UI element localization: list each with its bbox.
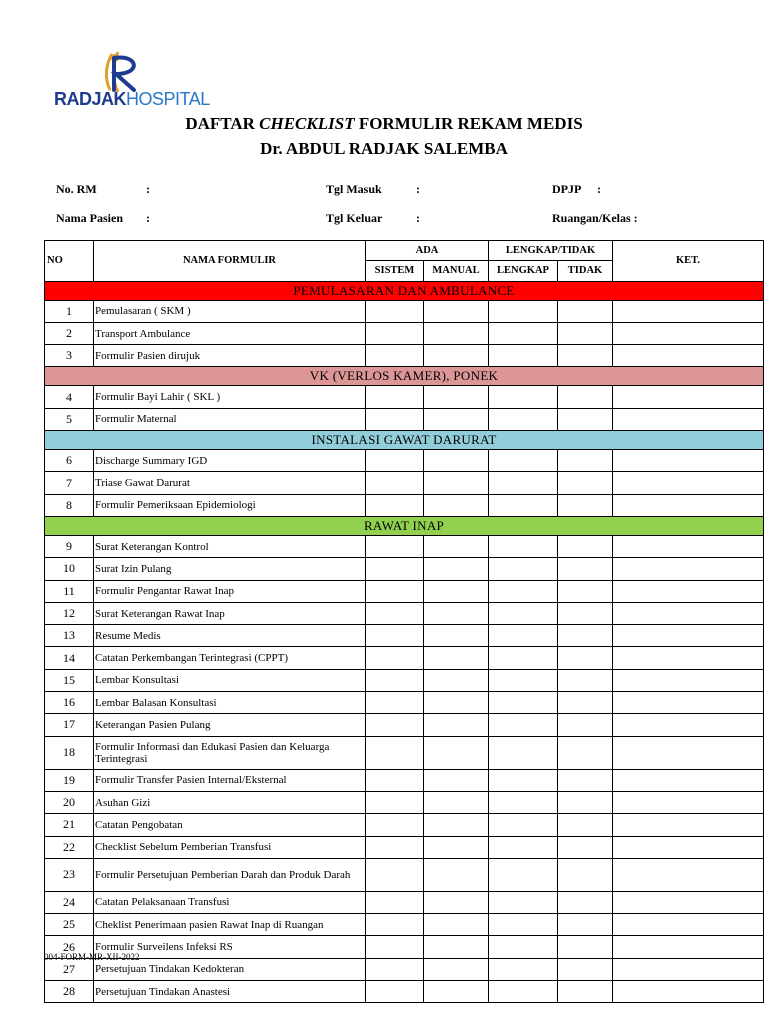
row-number: 20 [45, 791, 94, 813]
tidak-cell[interactable] [558, 647, 613, 669]
table-row [45, 981, 764, 1003]
header-lengkap-tidak: LENGKAP/TIDAK [489, 241, 613, 261]
form-name: Surat Keterangan Rawat Inap [94, 602, 366, 624]
table-row [45, 836, 764, 858]
tidak-cell[interactable] [558, 602, 613, 624]
lengkap-cell[interactable] [489, 958, 558, 980]
manual-cell[interactable] [424, 300, 489, 322]
sistem-cell[interactable] [366, 300, 424, 322]
section-title: RAWAT INAP [45, 516, 764, 535]
table-row [45, 535, 764, 557]
lengkap-cell[interactable] [489, 345, 558, 367]
ket-cell[interactable] [613, 580, 764, 602]
tidak-cell[interactable] [558, 836, 613, 858]
tidak-cell[interactable] [558, 580, 613, 602]
manual-cell[interactable] [424, 345, 489, 367]
header-ket: KET. [613, 241, 764, 282]
hospital-logo-wordmark: RADJAKHOSPITAL [54, 89, 210, 109]
document-subtitle: Dr. ABDUL RADJAK SALEMBA [260, 139, 508, 158]
ket-cell[interactable] [613, 791, 764, 813]
table-row [45, 494, 764, 516]
lengkap-cell[interactable] [489, 858, 558, 891]
row-number: 28 [45, 981, 94, 1003]
row-number: 2 [45, 322, 94, 344]
form-name: Catatan Pelaksanaan Transfusi [94, 891, 366, 913]
tidak-cell[interactable] [558, 300, 613, 322]
table-row [45, 472, 764, 494]
sistem-cell[interactable] [366, 408, 424, 430]
manual-cell[interactable] [424, 535, 489, 557]
ket-cell[interactable] [613, 736, 764, 769]
lengkap-cell[interactable] [489, 669, 558, 691]
label-nama-pasien: Nama Pasien [56, 211, 123, 225]
row-number: 9 [45, 535, 94, 557]
row-number: 13 [45, 625, 94, 647]
label-tgl-masuk: Tgl Masuk [326, 182, 382, 196]
sistem-cell[interactable] [366, 494, 424, 516]
manual-cell[interactable] [424, 714, 489, 736]
section-title: PEMULASARAN DAN AMBULANCE [45, 281, 764, 300]
form-name: Formulir Informasi dan Edukasi Pasien dan Keluarga Terintegrasi [94, 736, 366, 769]
lengkap-cell[interactable] [489, 625, 558, 647]
manual-cell[interactable] [424, 814, 489, 836]
tidak-cell[interactable] [558, 386, 613, 408]
table-row [45, 345, 764, 367]
sistem-cell[interactable] [366, 791, 424, 813]
tidak-cell[interactable] [558, 714, 613, 736]
lengkap-cell[interactable] [489, 386, 558, 408]
table-row [45, 386, 764, 408]
form-name: Formulir Persetujuan Pemberian Darah dan Produk Darah [94, 858, 366, 891]
row-number: 17 [45, 714, 94, 736]
sistem-cell[interactable] [366, 625, 424, 647]
sistem-cell[interactable] [366, 858, 424, 891]
ket-cell[interactable] [613, 535, 764, 557]
form-name: Formulir Maternal [94, 408, 366, 430]
lengkap-cell[interactable] [489, 558, 558, 580]
tidak-cell[interactable] [558, 791, 613, 813]
lengkap-cell[interactable] [489, 535, 558, 557]
sistem-cell[interactable] [366, 814, 424, 836]
ket-cell[interactable] [613, 647, 764, 669]
row-number: 5 [45, 408, 94, 430]
tidak-cell[interactable] [558, 692, 613, 714]
table-row [45, 669, 764, 691]
section-header-row [45, 516, 764, 535]
manual-cell[interactable] [424, 858, 489, 891]
header-tidak: TIDAK [558, 261, 613, 281]
row-number: 21 [45, 814, 94, 836]
ket-cell[interactable] [613, 836, 764, 858]
form-name: Formulir Surveilens Infeksi RS [94, 936, 366, 958]
row-number: 23 [45, 858, 94, 891]
form-name: Catatan Pengobatan [94, 814, 366, 836]
sistem-cell[interactable] [366, 736, 424, 769]
row-number: 7 [45, 472, 94, 494]
ket-cell[interactable] [613, 891, 764, 913]
manual-cell[interactable] [424, 769, 489, 791]
row-number: 14 [45, 647, 94, 669]
manual-cell[interactable] [424, 386, 489, 408]
table-row [45, 450, 764, 472]
row-number: 18 [45, 736, 94, 769]
header-sistem: SISTEM [366, 261, 424, 281]
lengkap-cell[interactable] [489, 580, 558, 602]
lengkap-cell[interactable] [489, 602, 558, 624]
table-row [45, 858, 764, 891]
sistem-cell[interactable] [366, 981, 424, 1003]
tidak-cell[interactable] [558, 669, 613, 691]
manual-cell[interactable] [424, 322, 489, 344]
lengkap-cell[interactable] [489, 936, 558, 958]
ket-cell[interactable] [613, 300, 764, 322]
sistem-cell[interactable] [366, 836, 424, 858]
sistem-cell[interactable] [366, 714, 424, 736]
row-number: 8 [45, 494, 94, 516]
lengkap-cell[interactable] [489, 322, 558, 344]
sistem-cell[interactable] [366, 558, 424, 580]
table-row [45, 891, 764, 913]
tidak-cell[interactable] [558, 958, 613, 980]
sistem-cell[interactable] [366, 692, 424, 714]
row-number: 4 [45, 386, 94, 408]
manual-cell[interactable] [424, 981, 489, 1003]
row-number: 10 [45, 558, 94, 580]
form-code: 004-FORM-MR-XII-2022 [44, 952, 140, 962]
lengkap-cell[interactable] [489, 408, 558, 430]
row-number: 24 [45, 891, 94, 913]
ket-cell[interactable] [613, 494, 764, 516]
manual-cell[interactable] [424, 647, 489, 669]
checklist-body [45, 281, 764, 1003]
form-name: Keterangan Pasien Pulang [94, 714, 366, 736]
header-nama-formulir: NAMA FORMULIR [94, 241, 366, 282]
table-row [45, 692, 764, 714]
form-name: Formulir Pemeriksaan Epidemiologi [94, 494, 366, 516]
form-name: Transport Ambulance [94, 322, 366, 344]
ket-cell[interactable] [613, 625, 764, 647]
lengkap-cell[interactable] [489, 472, 558, 494]
ket-cell[interactable] [613, 322, 764, 344]
table-row [45, 769, 764, 791]
table-row [45, 936, 764, 958]
table-row [45, 791, 764, 813]
tidak-cell[interactable] [558, 736, 613, 769]
colon: : [416, 211, 420, 225]
ket-cell[interactable] [613, 558, 764, 580]
manual-cell[interactable] [424, 450, 489, 472]
lengkap-cell[interactable] [489, 836, 558, 858]
manual-cell[interactable] [424, 580, 489, 602]
form-name: Lembar Balasan Konsultasi [94, 692, 366, 714]
lengkap-cell[interactable] [489, 814, 558, 836]
tidak-cell[interactable] [558, 494, 613, 516]
ket-cell[interactable] [613, 408, 764, 430]
sistem-cell[interactable] [366, 580, 424, 602]
sistem-cell[interactable] [366, 386, 424, 408]
ket-cell[interactable] [613, 714, 764, 736]
sistem-cell[interactable] [366, 769, 424, 791]
table-row [45, 647, 764, 669]
label-no-rm: No. RM [56, 182, 97, 196]
form-name: Surat Keterangan Kontrol [94, 535, 366, 557]
tidak-cell[interactable] [558, 450, 613, 472]
sistem-cell[interactable] [366, 936, 424, 958]
ket-cell[interactable] [613, 386, 764, 408]
form-name: Asuhan Gizi [94, 791, 366, 813]
form-name: Lembar Konsultasi [94, 669, 366, 691]
form-name: Formulir Transfer Pasien Internal/Eksternal [94, 769, 366, 791]
tidak-cell[interactable] [558, 936, 613, 958]
manual-cell[interactable] [424, 891, 489, 913]
tidak-cell[interactable] [558, 535, 613, 557]
manual-cell[interactable] [424, 625, 489, 647]
manual-cell[interactable] [424, 692, 489, 714]
form-name: Catatan Perkembangan Terintegrasi (CPPT) [94, 647, 366, 669]
header-no: NO [45, 241, 94, 282]
ket-cell[interactable] [613, 858, 764, 891]
section-title: INSTALASI GAWAT DARURAT [45, 431, 764, 450]
ket-cell[interactable] [613, 692, 764, 714]
lengkap-cell[interactable] [489, 981, 558, 1003]
manual-cell[interactable] [424, 558, 489, 580]
row-number: 15 [45, 669, 94, 691]
ket-cell[interactable] [613, 669, 764, 691]
colon: : [146, 211, 150, 225]
row-number: 16 [45, 692, 94, 714]
sistem-cell[interactable] [366, 914, 424, 936]
colon: : [416, 182, 420, 196]
table-row [45, 558, 764, 580]
manual-cell[interactable] [424, 736, 489, 769]
section-header-row [45, 367, 764, 386]
row-number: 6 [45, 450, 94, 472]
lengkap-cell[interactable] [489, 891, 558, 913]
header-lengkap: LENGKAP [489, 261, 558, 281]
tidak-cell[interactable] [558, 345, 613, 367]
table-row [45, 580, 764, 602]
tidak-cell[interactable] [558, 981, 613, 1003]
section-header-row [45, 431, 764, 450]
tidak-cell[interactable] [558, 408, 613, 430]
colon: : [597, 182, 601, 196]
lengkap-cell[interactable] [489, 300, 558, 322]
tidak-cell[interactable] [558, 625, 613, 647]
tidak-cell[interactable] [558, 558, 613, 580]
manual-cell[interactable] [424, 472, 489, 494]
section-title: VK (VERLOS KAMER), PONEK [45, 367, 764, 386]
table-row [45, 914, 764, 936]
label-dpjp: DPJP [552, 182, 582, 196]
form-name: Resume Medis [94, 625, 366, 647]
row-number: 3 [45, 345, 94, 367]
manual-cell[interactable] [424, 602, 489, 624]
section-header-row [45, 281, 764, 300]
ket-cell[interactable] [613, 814, 764, 836]
form-name: Persetujuan Tindakan Kedokteran [94, 958, 366, 980]
label-ruangan-kelas: Ruangan/Kelas : [552, 211, 638, 225]
tidak-cell[interactable] [558, 914, 613, 936]
form-name: Checklist Sebelum Pemberian Transfusi [94, 836, 366, 858]
manual-cell[interactable] [424, 791, 489, 813]
tidak-cell[interactable] [558, 891, 613, 913]
ket-cell[interactable] [613, 345, 764, 367]
row-number: 19 [45, 769, 94, 791]
table-row [45, 602, 764, 624]
lengkap-cell[interactable] [489, 450, 558, 472]
row-number: 25 [45, 914, 94, 936]
sistem-cell[interactable] [366, 647, 424, 669]
form-name: Cheklist Penerimaan pasien Rawat Inap di Ruangan [94, 914, 366, 936]
form-name: Discharge Summary IGD [94, 450, 366, 472]
label-tgl-keluar: Tgl Keluar [326, 211, 383, 225]
table-row [45, 300, 764, 322]
ket-cell[interactable] [613, 958, 764, 980]
row-number: 26 [45, 936, 94, 958]
sistem-cell[interactable] [366, 891, 424, 913]
checklist-table [44, 240, 764, 1003]
lengkap-cell[interactable] [489, 494, 558, 516]
lengkap-cell[interactable] [489, 791, 558, 813]
form-name: Formulir Pasien dirujuk [94, 345, 366, 367]
table-row [45, 625, 764, 647]
sistem-cell[interactable] [366, 535, 424, 557]
sistem-cell[interactable] [366, 669, 424, 691]
ket-cell[interactable] [613, 472, 764, 494]
tidak-cell[interactable] [558, 814, 613, 836]
row-number: 1 [45, 300, 94, 322]
lengkap-cell[interactable] [489, 914, 558, 936]
manual-cell[interactable] [424, 958, 489, 980]
table-row [45, 322, 764, 344]
lengkap-cell[interactable] [489, 769, 558, 791]
ket-cell[interactable] [613, 769, 764, 791]
sistem-cell[interactable] [366, 602, 424, 624]
manual-cell[interactable] [424, 936, 489, 958]
lengkap-cell[interactable] [489, 714, 558, 736]
manual-cell[interactable] [424, 669, 489, 691]
header-ada: ADA [366, 241, 489, 261]
row-number: 12 [45, 602, 94, 624]
sistem-cell[interactable] [366, 958, 424, 980]
sistem-cell[interactable] [366, 345, 424, 367]
tidak-cell[interactable] [558, 472, 613, 494]
manual-cell[interactable] [424, 836, 489, 858]
tidak-cell[interactable] [558, 858, 613, 891]
table-row [45, 958, 764, 980]
tidak-cell[interactable] [558, 322, 613, 344]
tidak-cell[interactable] [558, 769, 613, 791]
form-name: Triase Gawat Darurat [94, 472, 366, 494]
ket-cell[interactable] [613, 914, 764, 936]
manual-cell[interactable] [424, 408, 489, 430]
sistem-cell[interactable] [366, 472, 424, 494]
sistem-cell[interactable] [366, 450, 424, 472]
row-number: 11 [45, 580, 94, 602]
row-number: 22 [45, 836, 94, 858]
document-title: DAFTAR CHECKLIST FORMULIR REKAM MEDIS [185, 114, 583, 133]
form-name: Surat Izin Pulang [94, 558, 366, 580]
form-name: Pemulasaran ( SKM ) [94, 300, 366, 322]
form-name: Persetujuan Tindakan Anastesi [94, 981, 366, 1003]
manual-cell[interactable] [424, 494, 489, 516]
table-row [45, 408, 764, 430]
table-row [45, 736, 764, 769]
ket-cell[interactable] [613, 602, 764, 624]
lengkap-cell[interactable] [489, 736, 558, 769]
ket-cell[interactable] [613, 450, 764, 472]
table-row [45, 714, 764, 736]
form-name: Formulir Pengantar Rawat Inap [94, 580, 366, 602]
form-name: Formulir Bayi Lahir ( SKL ) [94, 386, 366, 408]
manual-cell[interactable] [424, 914, 489, 936]
ket-cell[interactable] [613, 936, 764, 958]
lengkap-cell[interactable] [489, 692, 558, 714]
table-row [45, 814, 764, 836]
ket-cell[interactable] [613, 981, 764, 1003]
sistem-cell[interactable] [366, 322, 424, 344]
colon: : [146, 182, 150, 196]
row-number: 27 [45, 958, 94, 980]
lengkap-cell[interactable] [489, 647, 558, 669]
header-manual: MANUAL [424, 261, 489, 281]
